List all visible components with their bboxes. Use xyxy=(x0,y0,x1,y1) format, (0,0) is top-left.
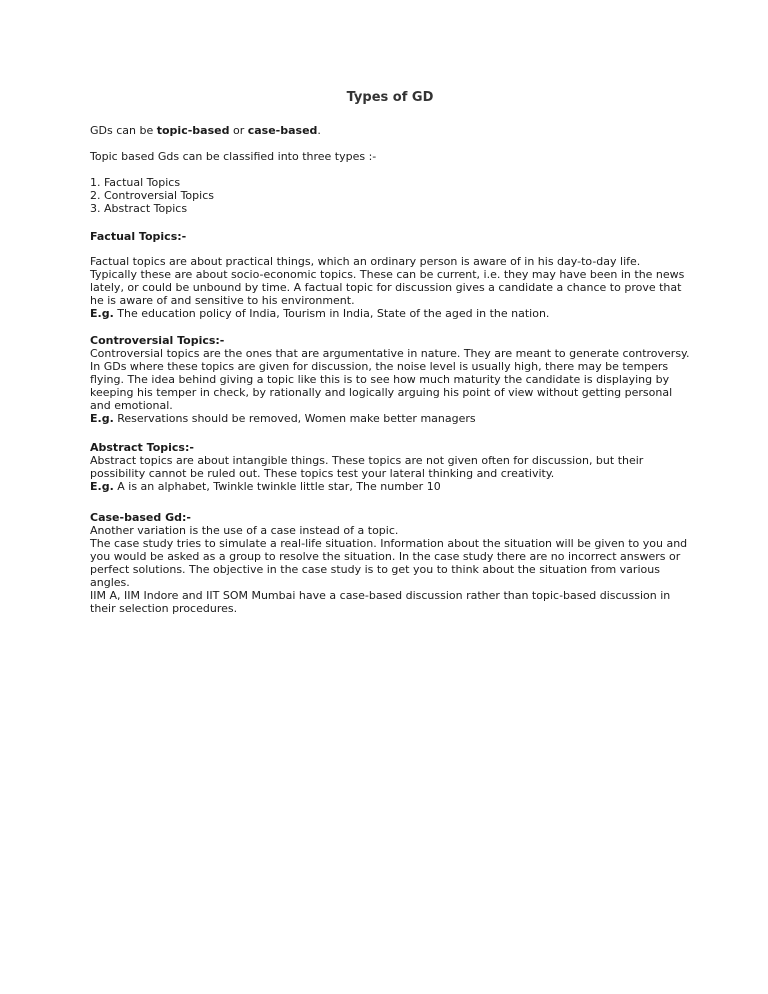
abstract-example xyxy=(90,480,690,493)
classification-line: Topic based Gds can be classified into three types :- xyxy=(90,150,377,163)
case-based-heading: Case-based Gd:- xyxy=(90,511,191,524)
case-based-line: The case study tries to simulate a real-life situation. Information about the situation will be given to you and xyxy=(90,537,688,550)
case-based-line: their selection procedures. xyxy=(90,602,238,615)
abstract-line: possibility cannot be ruled out. These topics test your lateral thinking and creativity. xyxy=(90,467,555,480)
eg-label: E.g. xyxy=(90,307,114,320)
controversial-example xyxy=(90,412,690,425)
intro-paragraph xyxy=(90,124,690,137)
intro-mid: or xyxy=(229,124,248,137)
factual-line: Typically these are about socio-economic topics. These can be current, i.e. they may have been in the news xyxy=(90,268,685,281)
controversial-line: and emotional. xyxy=(90,399,173,412)
controversial-line: flying. The idea behind giving a topic like this is to see how much maturity the candidate is displaying by xyxy=(90,373,670,386)
factual-line: lately, or could be unbound by time. A factual topic for discussion gives a candidate a chance to prove that xyxy=(90,281,682,294)
eg-text: The education policy of India, Tourism in India, State of the aged in the nation. xyxy=(113,307,550,320)
abstract-line: Abstract topics are about intangible things. These topics are not given often for discussion, but their xyxy=(90,454,644,467)
controversial-line: In GDs where these topics are given for discussion, the noise level is usually high, there may be tempers xyxy=(90,360,669,373)
factual-line: Factual topics are about practical things, which an ordinary person is aware of in his day-to-day life. xyxy=(90,255,641,268)
case-based-line: perfect solutions. The objective in the case study is to get you to think about the situation from various xyxy=(90,563,660,576)
page-title: Types of GD xyxy=(346,90,434,105)
controversial-line: Controversial topics are the ones that are argumentative in nature. They are meant to generate controversy. xyxy=(90,347,690,360)
eg-text: Reservations should be removed, Women make better managers xyxy=(113,412,476,425)
intro-case-based: case-based xyxy=(247,124,318,137)
case-based-line: angles. xyxy=(90,576,130,589)
controversial-line: keeping his temper in check, by rationally and logically arguing his point of view without getting personal xyxy=(90,386,673,399)
case-based-section xyxy=(90,511,690,615)
case-based-line: you would be asked as a group to resolve the situation. In the case study there are no incorrect answers or xyxy=(90,550,681,563)
case-based-line: Another variation is the use of a case instead of a topic. xyxy=(90,524,399,537)
eg-text: A is an alphabet, Twinkle twinkle little star, The number 10 xyxy=(113,480,441,493)
eg-label: E.g. xyxy=(90,480,114,493)
controversial-section xyxy=(90,334,690,425)
intro-prefix: GDs can be xyxy=(90,124,157,137)
list-item: 2. Controversial Topics xyxy=(90,189,214,202)
case-based-line: IIM A, IIM Indore and IIT SOM Mumbai have a case-based discussion rather than topic-based discussion in xyxy=(90,589,671,602)
list-item: 3. Abstract Topics xyxy=(90,202,188,215)
types-list xyxy=(90,176,690,215)
factual-heading: Factual Topics:- xyxy=(90,230,187,243)
factual-example xyxy=(90,307,690,320)
controversial-heading: Controversial Topics:- xyxy=(90,334,225,347)
eg-label: E.g. xyxy=(90,412,114,425)
intro-suffix: . xyxy=(317,124,321,137)
list-item: 1. Factual Topics xyxy=(90,176,181,189)
intro-topic-based: topic-based xyxy=(156,124,230,137)
factual-section xyxy=(90,255,690,320)
abstract-heading: Abstract Topics:- xyxy=(90,441,194,454)
abstract-section xyxy=(90,441,690,493)
factual-line: he is aware of and sensitive to his environment. xyxy=(90,294,355,307)
